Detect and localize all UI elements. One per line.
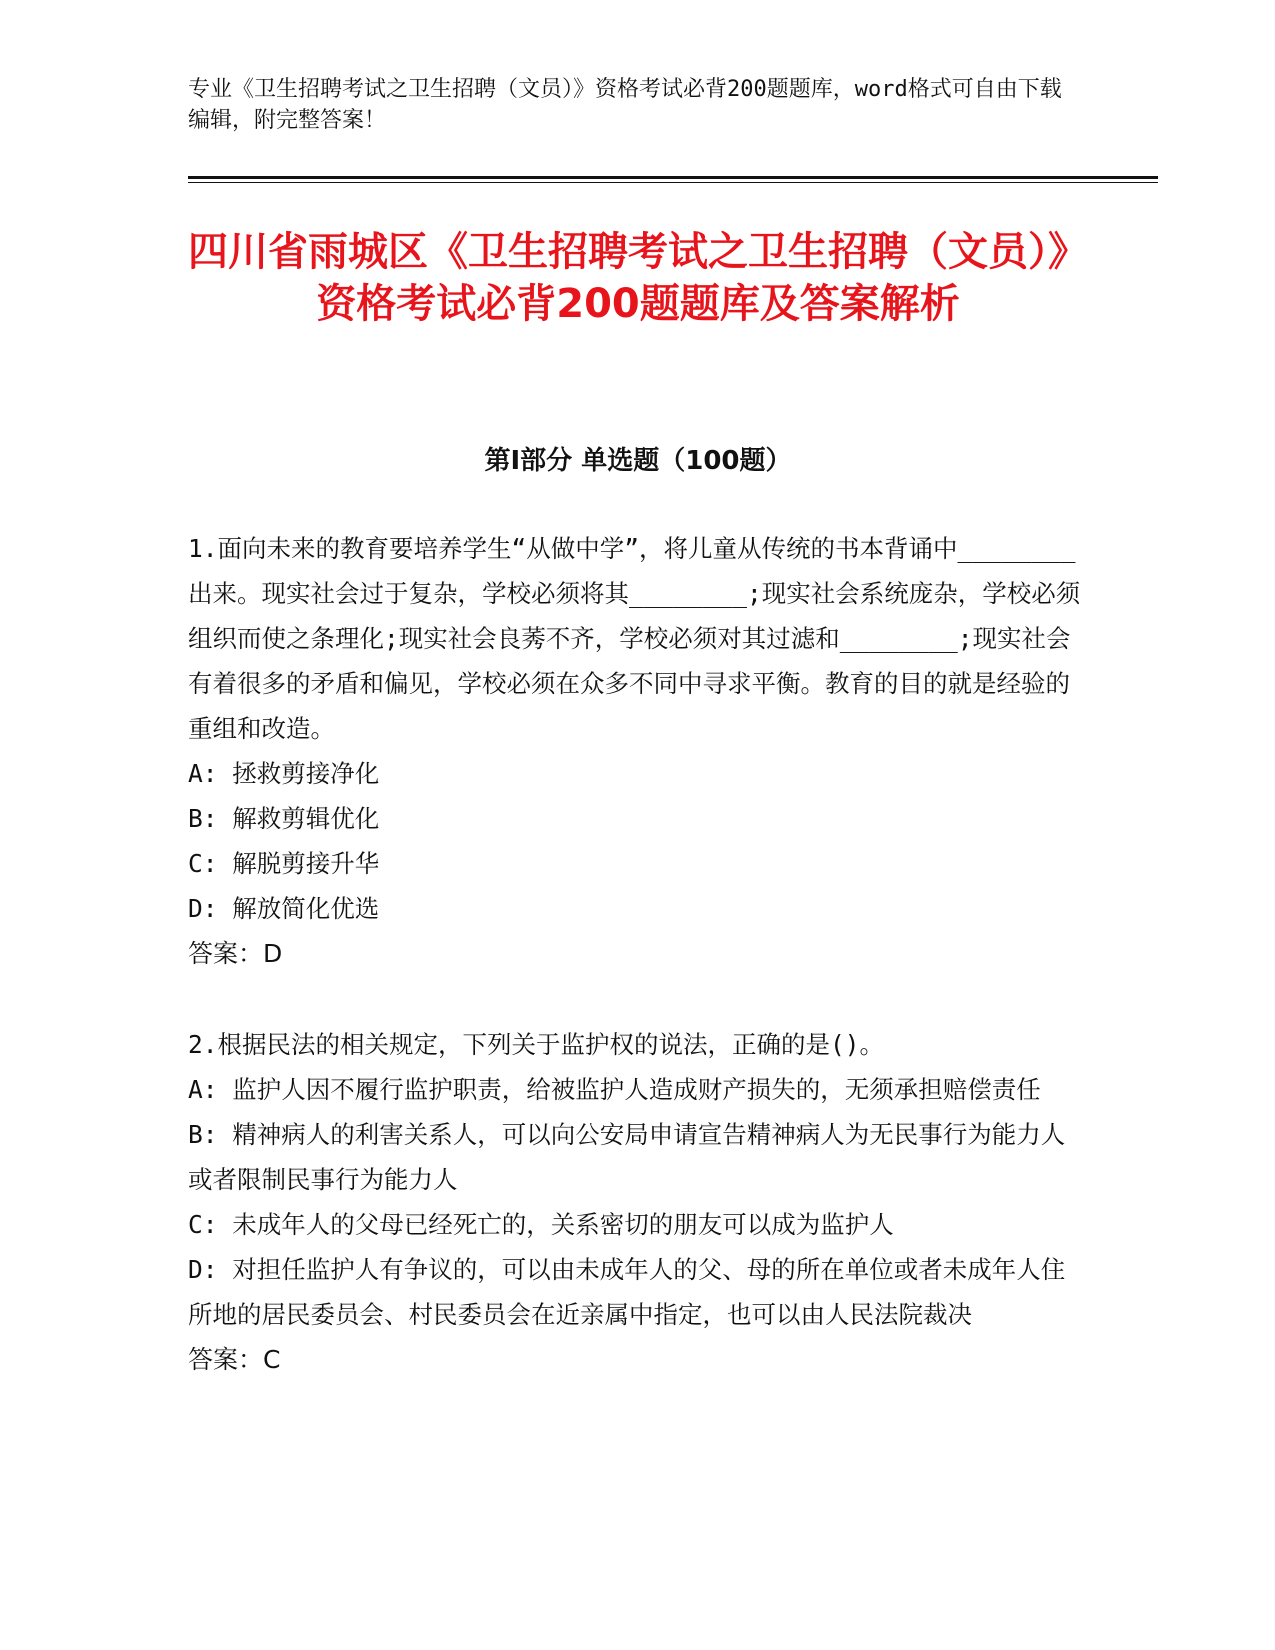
question-stem: 2.根据民法的相关规定，下列关于监护权的说法，正确的是()。 xyxy=(188,1030,884,1059)
option-c: C: 解脱剪接升华 xyxy=(188,849,380,878)
answer: 答案：C xyxy=(188,1345,281,1374)
question-1 xyxy=(188,526,1088,976)
document-title: 四川省雨城区《卫生招聘考试之卫生招聘（文员）》资格考试必背200题题库及答案解析 xyxy=(188,229,1088,327)
header-divider xyxy=(188,176,1158,179)
option-b: B: 解救剪辑优化 xyxy=(188,804,380,833)
section-heading: 第I部分 单选题（100题） xyxy=(484,446,792,476)
answer: 答案：D xyxy=(188,939,283,968)
header-note: 专业《卫生招聘考试之卫生招聘（文员）》资格考试必背200题题库，word格式可自由下载编辑，附完整答案！ xyxy=(188,77,1062,133)
option-b: B: 精神病人的利害关系人，可以向公安局申请宣告精神病人为无民事行为能力人或者限制民事行为能力人 xyxy=(188,1120,1066,1194)
option-c: C: 未成年人的父母已经死亡的，关系密切的朋友可以成为监护人 xyxy=(188,1210,894,1239)
option-a: A: 监护人因不履行监护职责，给被监护人造成财产损失的，无须承担赔偿责任 xyxy=(188,1075,1041,1104)
header-divider-thin xyxy=(188,182,1158,183)
question-stem: 1.面向未来的教育要培养学生“从做中学”，将儿童从传统的书本背诵中________出来。现实社会过于复杂，学校必须将其________;现实社会系统庞杂，学校必须组织而使之条理化;现实社会良莠不齐，学校必须对其过滤和________;现实社会有着很多的矛盾和偏见，学校必须在众多不同中寻求平衡。教育的目的就是经验的重组和改造。 xyxy=(188,534,1081,743)
option-d: D: 解放简化优选 xyxy=(188,894,380,923)
option-a: A: 拯救剪接净化 xyxy=(188,759,380,788)
option-d: D: 对担任监护人有争议的，可以由未成年人的父、母的所在单位或者未成年人住所地的居民委员会、村民委员会在近亲属中指定，也可以由人民法院裁决 xyxy=(188,1255,1066,1329)
question-2 xyxy=(188,1022,1088,1382)
